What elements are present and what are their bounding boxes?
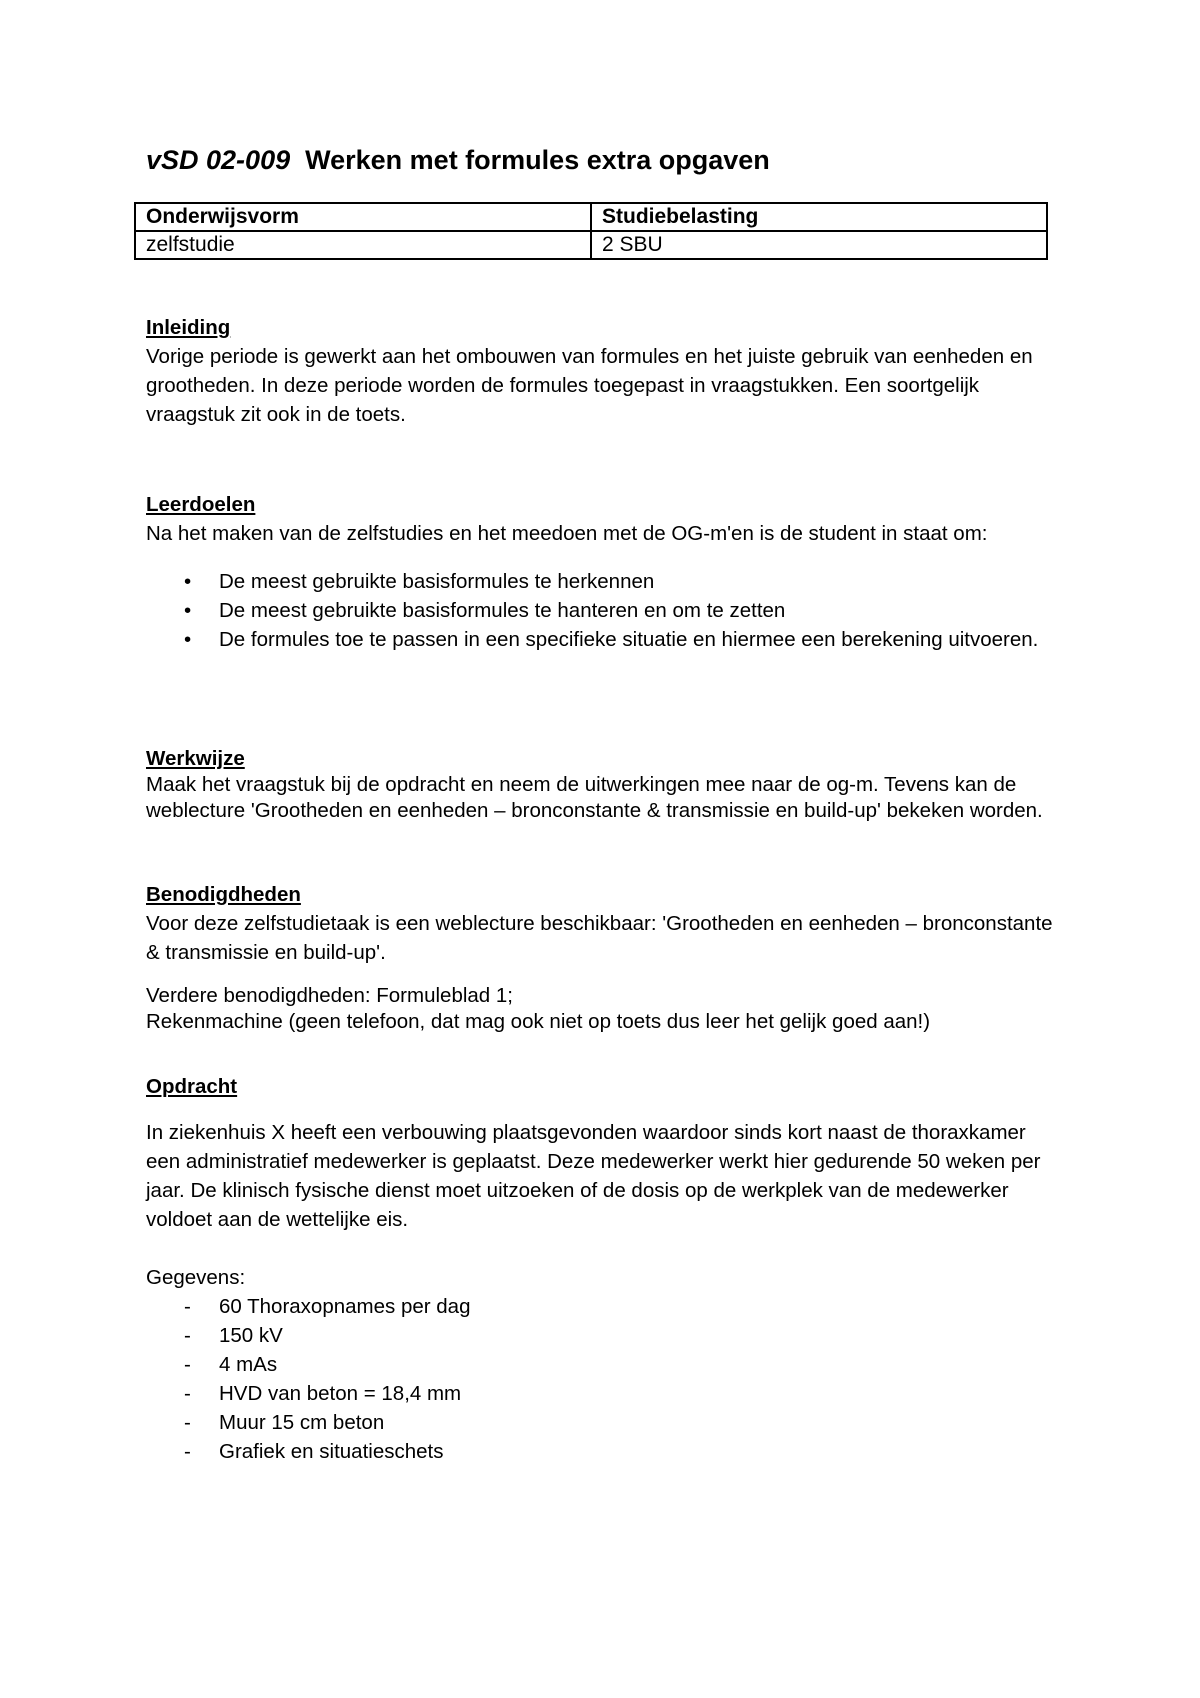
meta-header-onderwijsvorm: Onderwijsvorm [135,203,591,231]
meta-cell-studiebelasting: 2 SBU [591,231,1047,259]
meta-table-header-row [135,203,1047,231]
list-item: - Grafiek en situatieschets [146,1437,1056,1466]
dash-icon: - [184,1440,191,1463]
gegevens-list [146,1292,1056,1466]
meta-cell-onderwijsvorm: zelfstudie [135,231,591,259]
section-werkwijze [146,746,1056,824]
werkwijze-text: Maak het vraagstuk bij de opdracht en neem de uitwerkingen mee naar de og-m. Tevens kan de weblecture 'Grootheden en eenheden – bronconstante & transmissie en build-up' bekeken worden. [146,773,1043,822]
benodigdheden-line2: Rekenmachine (geen telefoon, dat mag ook niet op toets dus leer het gelijk goed aan!) [146,1010,931,1033]
inleiding-text: Vorige periode is gewerkt aan het ombouwen van formules en het juiste gebruik van eenheden en grootheden. In deze periode worden de formules toegepast in vraagstukken. Een soortgelijk vraagstuk zit ook in de toets. [146,345,1033,426]
werkwijze-heading: Werkwijze [146,747,245,770]
leerdoelen-intro: Na het maken van de zelfstudies en het meedoen met de OG-m'en is de student in staat om: [146,522,988,545]
dash-icon: - [184,1324,191,1347]
benodigdheden-text: Voor deze zelfstudietaak is een weblecture beschikbaar: 'Grootheden en eenheden – bronconstante & transmissie en build-up'. [146,912,1053,964]
section-leerdoelen [146,490,1056,654]
dash-icon: - [184,1411,191,1434]
benodigdheden-heading: Benodigdheden [146,883,301,906]
dash-icon: - [184,1353,191,1376]
list-item: • De formules toe te passen in een specifieke situatie en hiermee een berekening uitvoeren. [146,625,1056,654]
dash-icon: - [184,1295,191,1318]
section-opdracht [146,1072,1056,1466]
bullet-icon: • [184,570,192,593]
section-inleiding [146,313,1056,429]
gegevens-label: Gegevens: [146,1266,246,1289]
list-item: - HVD van beton = 18,4 mm [146,1379,1056,1408]
leerdoelen-heading: Leerdoelen [146,493,256,516]
document-title [146,143,770,177]
section-benodigdheden [146,880,1056,1035]
list-item: • De meest gebruikte basisformules te hanteren en om te zetten [146,596,1056,625]
opdracht-text: In ziekenhuis X heeft een verbouwing plaatsgevonden waardoor sinds kort naast de thoraxkamer een administratief medewerker is geplaatst. Deze medewerker werkt hier gedurende 50 weken per jaar. De klinisch fysische dienst moet uitzoeken of de dosis op de werkplek van de medewerker voldoet aan de wettelijke eis. [146,1121,1041,1231]
dash-icon: - [184,1382,191,1405]
list-item: - 60 Thoraxopnames per dag [146,1292,1056,1321]
meta-table-row [135,231,1047,259]
list-item: • De meest gebruikte basisformules te herkennen [146,567,1056,596]
bullet-icon: • [184,599,192,622]
list-item: - 150 kV [146,1321,1056,1350]
meta-table [134,202,1048,260]
title-text: Werken met formules extra opgaven [305,145,770,175]
benodigdheden-line1: Verdere benodigdheden: Formuleblad 1; [146,984,513,1007]
meta-header-studiebelasting: Studiebelasting [591,203,1047,231]
title-code: vSD 02-009 [146,145,291,175]
opdracht-heading: Opdracht [146,1075,238,1098]
bullet-icon: • [184,628,192,651]
list-item: - 4 mAs [146,1350,1056,1379]
leerdoelen-list [146,567,1056,654]
inleiding-heading: Inleiding [146,316,231,339]
list-item: - Muur 15 cm beton [146,1408,1056,1437]
